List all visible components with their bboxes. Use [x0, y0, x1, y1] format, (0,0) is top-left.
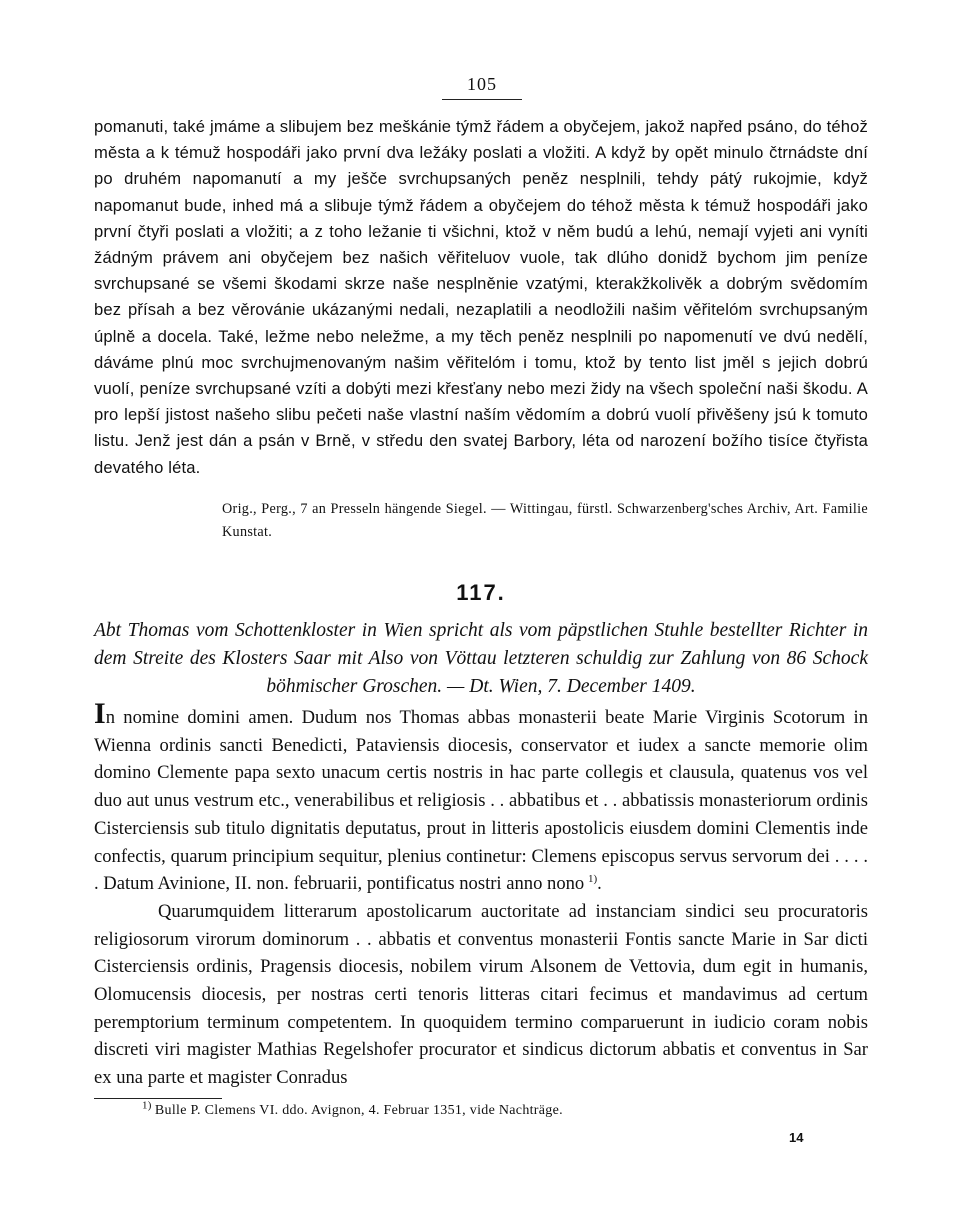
footnote-rule — [94, 1098, 222, 1099]
regest — [94, 617, 868, 701]
header-rule — [442, 99, 522, 100]
initial-letter: I — [94, 697, 106, 730]
latin-paragraph-1-end: . — [597, 873, 602, 895]
latin-paragraph-2: Quarumquidem litterarum apostolicarum auctoritate ad instanciam sindici seu procuratoris religiosorum virorum dominorum . . abbatis et conventus monasterii Fontis sancte Marie in Sar dicti Cisterciensis ordinis, Pragensis diocesis, nobilem virum Alsonem de Vettovia, dum egit in humanis, Olomucensis diocesis, per nostras certi tenoris litteras citari fecimus et mandavimus ad certum peremptorium terminum competentem. In quoquidem termino comparuerunt in iudicio coram nobis discreti viri magister Mathias Regelshofer procurator et sindicus dictorum abbatis et conventus in Sar ex una parte et magister Conradus — [94, 900, 868, 1089]
latin-paragraph-1 — [94, 697, 868, 898]
footnote — [142, 1101, 842, 1121]
footnote-reference[interactable]: 1) — [587, 873, 598, 886]
latin-paragraph-1-text: n nomine domini amen. Dudum nos Thomas abbas monasterii beate Marie Virginis Scotorum in Wienna ordinis sancti Benedicti, Pataviensis diocesis, conservator et iudex a sancte memorie olim domino Clemente papa sexto unacum certis nostris in hac parte collegis et clausula, quatenus vos vel duo aut unus vestrum etc., venerabilibus et religiosis . . abbatibus et . . abbatissis monasteriorum ordinis Cisterciensis sub titulo dignitatis deputatus, prout in litteris apostolicis eiusdem domini Clementis inde confectis, quarum principium sequitur, plenius continetur: Clemens episcopus servus servorum dei . . . . . Datum Avinione, II. non. februarii, pontificatus nostri anno nono — [94, 707, 868, 895]
footnote-text: Bulle P. Clemens VI. ddo. Avignon, 4. Februar 1351, vide Nachträge. — [154, 1103, 563, 1118]
signature-mark: 14 — [789, 1130, 804, 1145]
source-note — [222, 498, 868, 544]
footnote-marker: 1) — [142, 1099, 152, 1112]
source-note-text: Orig., Perg., 7 an Presseln hängende Siegel. — Wittingau, fürstl. Schwarzenberg'sches Archiv, Art. Familie Kunstat. — [222, 501, 868, 540]
document-number: 117. — [456, 580, 506, 605]
czech-paragraph: pomanuti, také jmáme a slibujem bez meškánie týmž řádem a obyčejem, jakož napřed psáno, do téhož města a k témuž hospodáři jako první dva ležáky poslati a vložiti. A když by opět minulo čtrnádste dní po druhém napomanutí a my ješče svrchupsaných peněz nesplnili, tehdy pátý rukojmie, když napomanut bude, inhed má a slibuje týmž řádem a obyčejem do téhož města k témuž hospodáři jako první čtyři poslati a vložiti; a z toho ležanie ti všichni, ktož v něm budú a lehú, nemají vyjeti ani vyníti žádným právem ani obyčejem bez našich věřiteluov vuole, tak dlúho donidž bychom jim peníze svrchupsané se všemi škodami skrze naše nesplněnie vzatými, kterakžkolivěk a dobrým svědomím bez přísah a bez věrovánie ukázanými nedali, nezaplatili a neodložili našim věřitelóm svrchupsaným úplně a docela. Také, ležme nebo neležme, a my těch peněz nesplnili po napomenutí ve dvú nedělí, dáváme plnú moc svrchujmenovaným našim věřitelóm i tomu, ktož by tento list jměl s jejich dobrú vuolí, peníze svrchupsané vzíti a dobýti mezi křesťany nebo mezi židy na všech společní naši škodu. A pro lepší jistost našeho slibu pečeti naše vlastní naším vědomím a dobrú vuolí přivěšeny jsú k tomuto listu. Jenž jest dán a psán v Brně, v středu den svatej Barbory, léta od narození božího tisíce čtyřista devatého léta. — [94, 117, 868, 477]
latin-text-block — [94, 697, 868, 1092]
czech-text-block — [94, 114, 868, 481]
regest-text: Abt Thomas vom Schottenkloster in Wien spricht als vom päpstlichen Stuhle bestellter Richter in dem Streite des Klosters Saar mit Also von Vöttau letzteren schuldig zur Zahlung von 86 Schock böhmischer Groschen. — Dt. Wien, 7. December 1409. — [94, 620, 868, 697]
page-number: 105 — [467, 74, 497, 94]
